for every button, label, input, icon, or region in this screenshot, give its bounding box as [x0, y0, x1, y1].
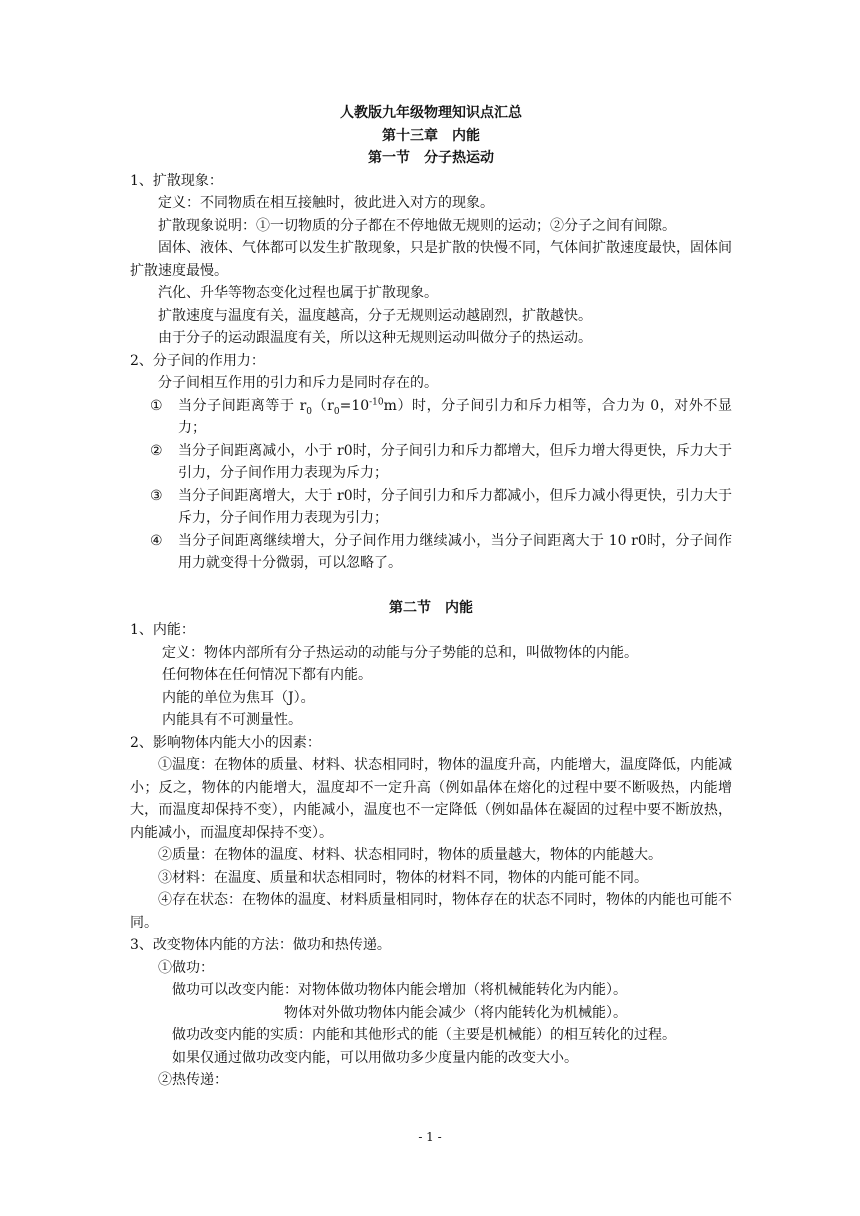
heading-factors: 2、影响物体内能大小的因素：	[130, 734, 321, 751]
method-work: ①做功：	[158, 959, 214, 976]
force-item-3: ③ 当分子间距离增大，大于 r0时，分子间引力和斥力都减小，但斥力减小得更快，引力大于斥力，分子间作用力表现为引力；	[130, 485, 732, 530]
item-marker: ④	[150, 532, 163, 549]
ie-definition: 定义：物体内部所有分子热运动的动能与分子势能的总和，叫做物体的内能。	[162, 644, 638, 661]
heading-internal-energy: 1、内能：	[130, 622, 195, 638]
item-marker: ①	[150, 397, 163, 414]
document-content	[130, 102, 732, 1092]
page-number: - 1 -	[418, 1130, 442, 1144]
ie-unmeasurable: 内能具有不可测量性。	[162, 712, 302, 728]
diffusion-states: 固体、液体、气体都可以发生扩散现象，只是扩散的快慢不同，气体间扩散速度最快，固体间扩散速度最慢。	[130, 240, 732, 279]
heading-methods: 3、改变物体内能的方法：做功和热传递。	[130, 937, 391, 953]
force-item-2: ② 当分子间距离减小，小于 r0时，分子间引力和斥力都增大，但斥力增大得更快，斥力大于引力，分子间作用力表现为斥力；	[130, 440, 732, 485]
work-line-3: 做功改变内能的实质：内能和其他形式的能（主要是机械能）的相互转化的过程。	[172, 1027, 676, 1043]
work-line-1: 做功可以改变内能：对物体做功物体内能会增加（将机械能转化为内能）。	[172, 982, 627, 998]
factor-material: ③材料：在温度、质量和状态相同时，物体的材料不同，物体的内能可能不同。	[158, 869, 648, 886]
work-line-4: 如果仅通过做功改变内能，可以用做功多少度量内能的改变大小。	[172, 1049, 578, 1066]
item-marker: ②	[150, 442, 163, 459]
method-heat: ②热传递：	[158, 1072, 228, 1088]
thermal-motion: 由于分子的运动跟温度有关，所以这种无规则运动叫做分子的热运动。	[158, 330, 592, 346]
work-line-2: 物体对外做功物体内能会减少（将内能转化为机械能）。	[284, 1004, 627, 1021]
item-marker: ③	[150, 487, 163, 504]
ie-any: 任何物体在任何情况下都有内能。	[162, 667, 372, 683]
ie-unit: 内能的单位为焦耳（J）。	[162, 689, 315, 706]
factor-state: ④存在状态：在物体的温度、材料质量相同时，物体存在的状态不同时，物体的内能也可能不同。	[130, 892, 732, 931]
factor-temperature: ①温度：在物体的质量、材料、状态相同时，物体的温度升高，内能增大，温度降低，内能减小；反之，物体的内能增大，温度却不一定升高（例如晶体在熔化的过程中要不断吸热，内能增大，而温度却保持不变），内能减小，温度也不一定降低（例如晶体在凝固的过程中要不断放热，内能减小，而温度却保持不变）。	[130, 757, 732, 841]
section1-title: 第一节 分子热运动	[368, 150, 494, 166]
diffusion-explain: 扩散现象说明：①一切物质的分子都在不停地做无规则的运动；②分子之间有间隙。	[158, 217, 676, 234]
section2-title: 第二节 内能	[389, 599, 473, 616]
diffusion-definition: 定义：不同物质在相互接触时，彼此进入对方的现象。	[158, 195, 494, 211]
heading-diffusion: 1、扩散现象：	[130, 172, 223, 189]
diffusion-temp: 扩散速度与温度有关，温度越高，分子无规则运动越剧烈，扩散越快。	[158, 307, 592, 324]
document-title: 人教版九年级物理知识点汇总	[340, 105, 522, 121]
force-item-1: ① 当分子间距离等于 $r_0(r_0=10^{-10}m)$时，分子间引力和斥力相等，合力为 0，对外不显力；	[130, 395, 732, 440]
force-item-4: ④ 当分子间距离继续增大，分子间作用力继续减小，当分子间距离大于 10 r0时，分子间作用力就变得十分微弱，可以忽略了。	[130, 530, 732, 575]
diffusion-phase: 汽化、升华等物态变化过程也属于扩散现象。	[158, 285, 438, 301]
factor-mass: ②质量：在物体的温度、材料、状态相同时，物体的质量越大，物体的内能越大。	[158, 847, 662, 863]
chapter-title: 第十三章 内能	[382, 127, 480, 144]
forces-coexist: 分子间相互作用的引力和斥力是同时存在的。	[158, 375, 438, 391]
heading-forces: 2、分子间的作用力：	[130, 352, 265, 369]
